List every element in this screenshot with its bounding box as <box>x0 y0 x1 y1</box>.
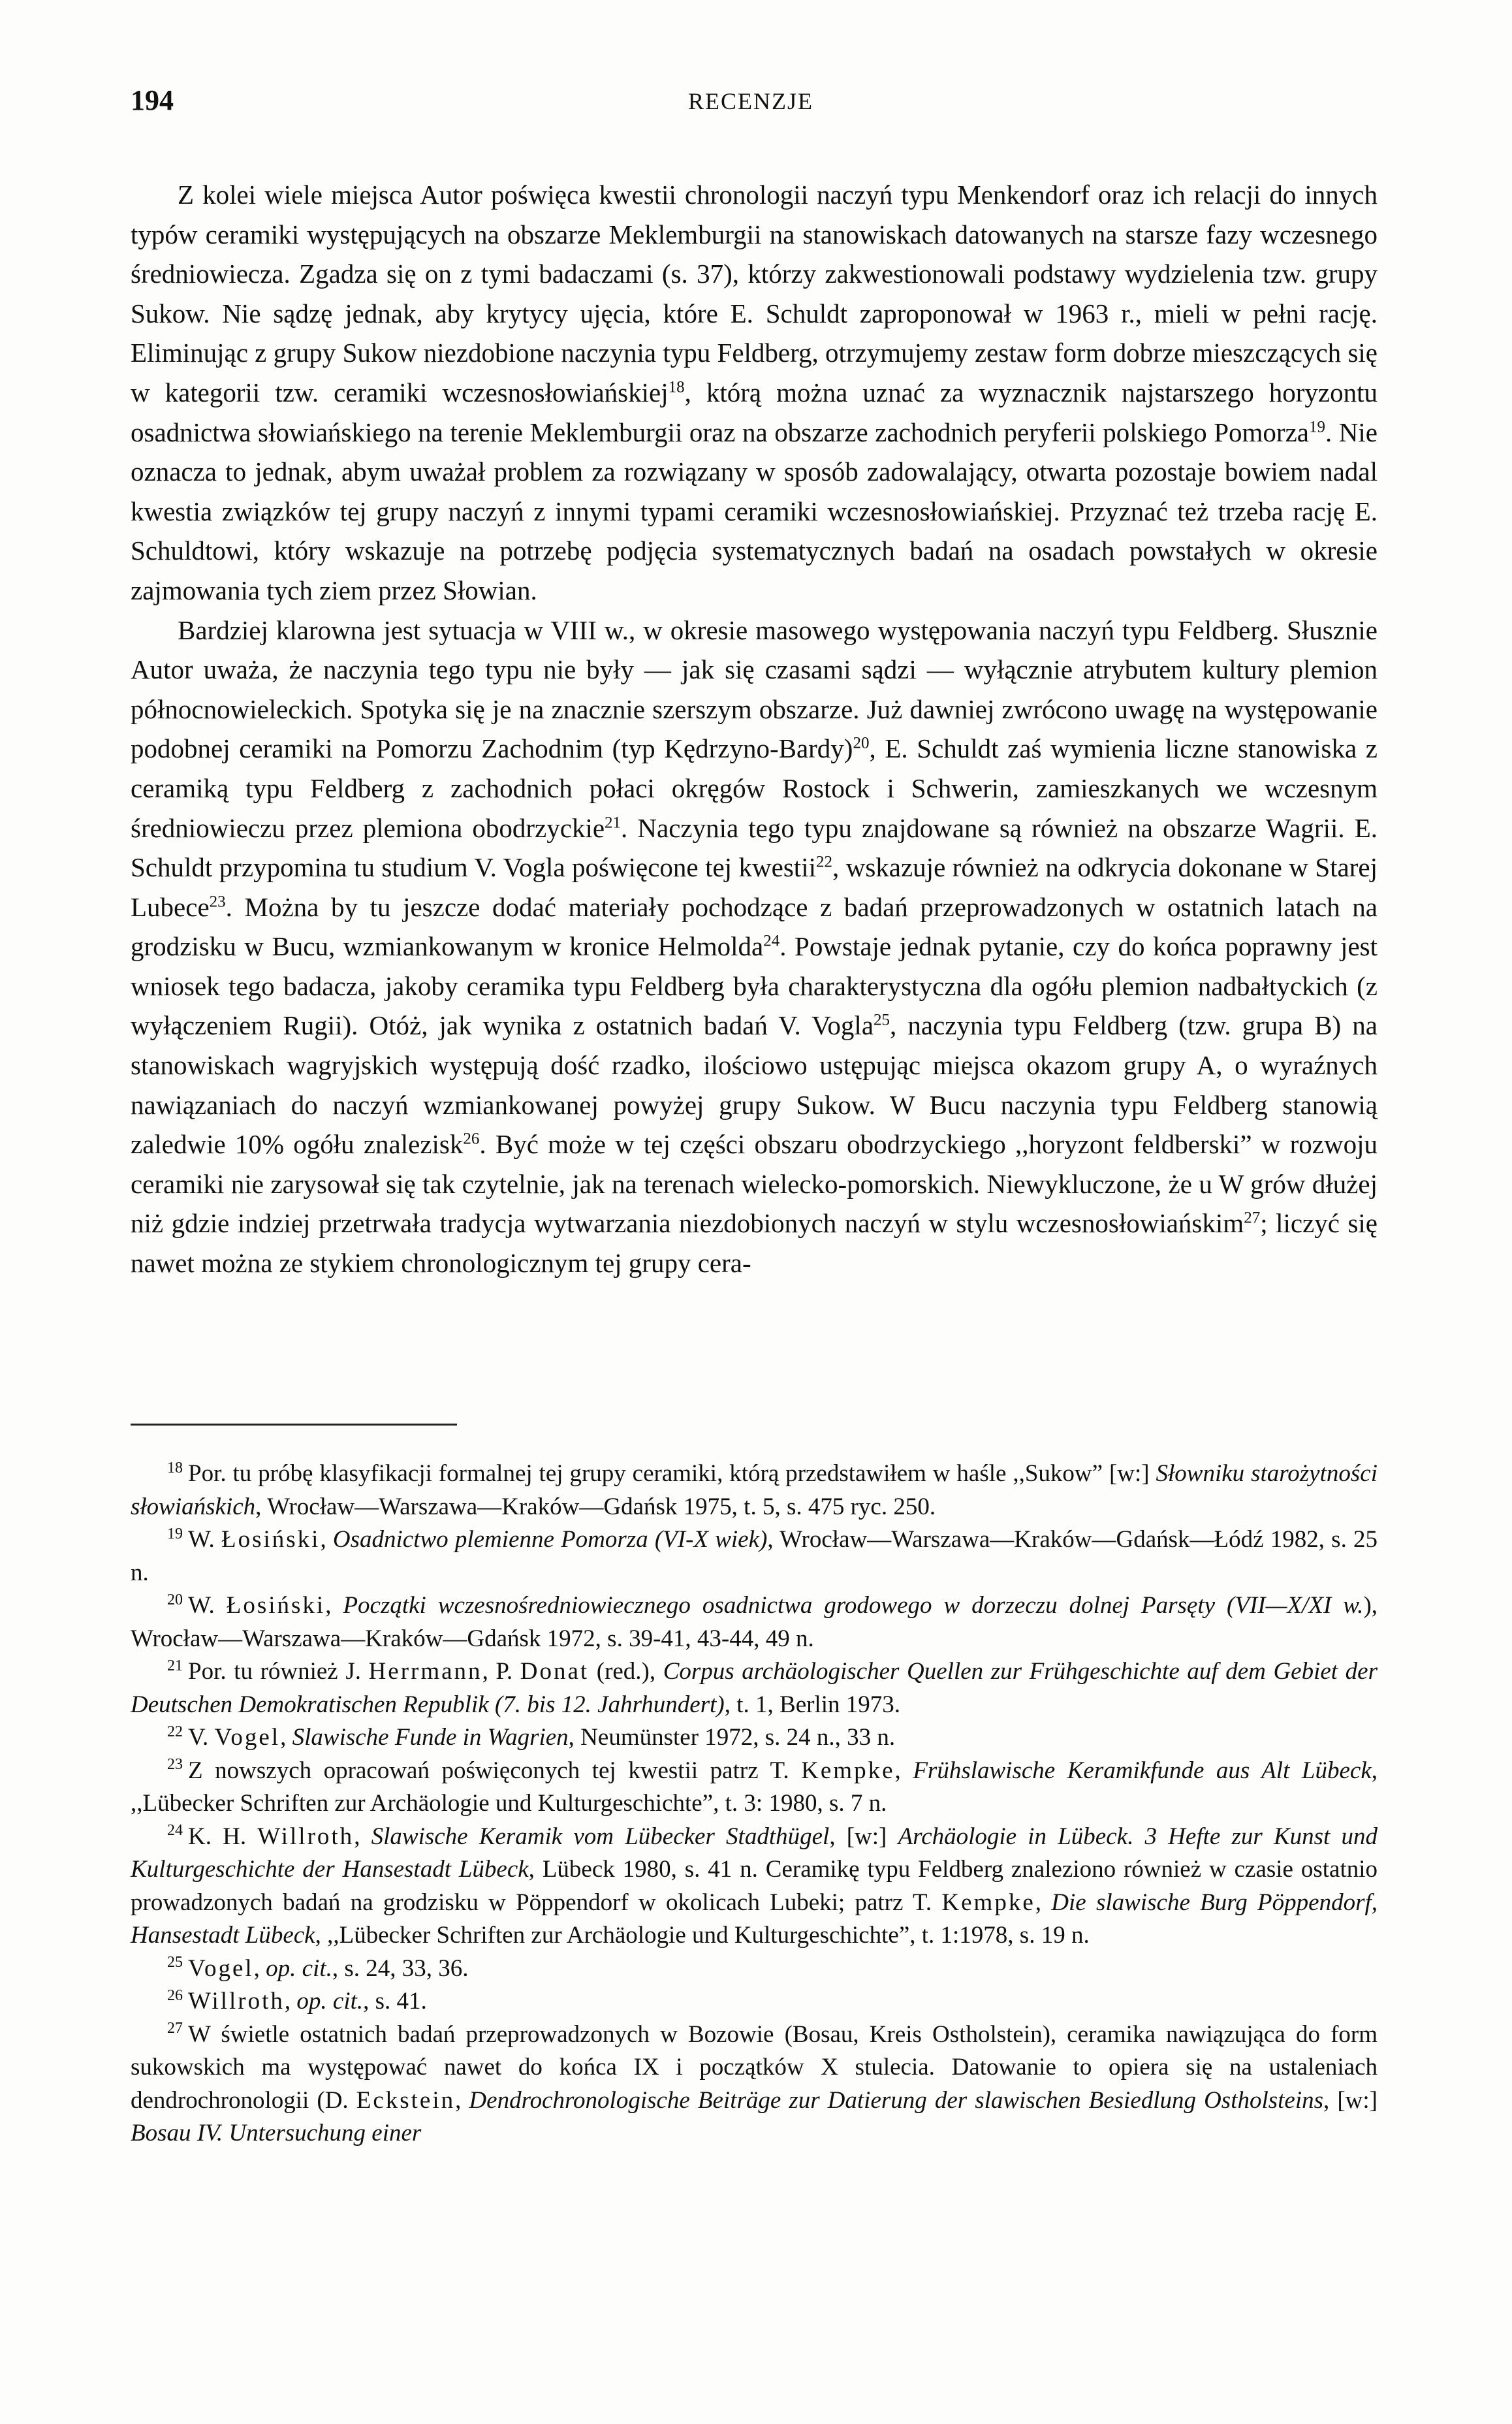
author-name: Eckstein <box>356 2086 456 2114</box>
text-run: , s. 24, 33, 36. <box>332 1954 469 1982</box>
text-run: K. H. <box>188 1823 258 1850</box>
text-run: , wskazuje również na odkrycia dokonane w Starej Lubece <box>131 852 1378 922</box>
footnote <box>131 1589 1378 1655</box>
italic-title: Die slawische Burg Pöppendorf, Hansestadt Lübeck <box>131 1889 1378 1949</box>
italic-title: Archäologie in Lübeck. 3 Hefte zur Kunst und Kulturgeschichte der Hansestadt Lübeck <box>131 1823 1378 1883</box>
footnote-ref: 26 <box>463 1130 480 1148</box>
text-run: V. <box>188 1724 215 1751</box>
author-name: Donat <box>520 1658 590 1685</box>
footnote <box>131 2018 1378 2150</box>
text-run: , Lübeck 1980, s. 41 n. Ceramikę typu Feldberg znaleziono również w czasie ostatnio prowadzonych badań na grodzisku w Pöppendorf w okolicach Lubeki; patrz T. <box>131 1856 1378 1916</box>
text-run: . Można by tu jeszcze dodać materiały pochodzące z badań przeprowadzonych w ostatnich latach na grodzisku w Bucu, wzmiankowanym w kronice Helmolda <box>131 891 1378 962</box>
text-run: , <box>1035 1889 1052 1916</box>
author-name: Kempke <box>941 1889 1035 1916</box>
footnote-number: 26 <box>167 1986 183 2004</box>
author-name: Vogel <box>188 1954 254 1982</box>
text-run: , s. 41. <box>363 1988 427 2015</box>
text-run: , ,,Lübecker Schriften zur Archäologie und Kulturgeschichte”, t. 3: 1980, s. 7 n. <box>131 1757 1378 1817</box>
text-run: , [w:] <box>829 1823 898 1850</box>
body-paragraph <box>131 175 1378 611</box>
italic-title: Corpus archäologischer Quellen zur Frühgeschichte auf dem Gebiet der Deutschen Demokratischen Republik (7. bis 12. Jahrhundert) <box>131 1658 1378 1718</box>
text-run: , <box>894 1757 913 1784</box>
footnote <box>131 1523 1378 1589</box>
footnote-rule <box>131 1424 457 1426</box>
footnote-number: 24 <box>167 1822 183 1840</box>
text-run: (red.), <box>589 1658 663 1685</box>
footnote-number: 19 <box>167 1525 183 1542</box>
author-name: Łosiński <box>221 1526 321 1553</box>
italic-title: Frühslawische Keramikfunde aus Alt Lübeck <box>913 1757 1372 1784</box>
text-run: . Naczynia tego typu znajdowane są również na obszarze Wagrii. E. Schuldt przypomina tu studium V. Vogla poświęcone tej kwestii <box>131 812 1378 883</box>
italic-title: op. cit. <box>296 1988 364 2015</box>
author-name: Herrmann <box>368 1658 482 1685</box>
text-run: W świetle ostatnich badań przeprowadzonych w Bozowie (Bosau, Kreis Ostholstein), ceramika nawiązująca do form sukowskich ma występować nawet do końca IX i początków X stulecia. Datowanie to opiera się na ustaleniach dendrochronologii (D. <box>131 2020 1378 2114</box>
author-name: Kempke <box>801 1757 895 1784</box>
text-run: , P. <box>482 1658 520 1685</box>
footnote <box>131 1458 1378 1523</box>
footnote-ref: 19 <box>1308 417 1325 436</box>
text-run: Por. tu również J. <box>188 1658 369 1685</box>
text-run: Z kolei wiele miejsca Autor poświęca kwestii chronologii naczyń typu Menkendorf oraz ich relacji do innych typów ceramiki występujących na obszarze Meklemburgii na stanowiskach datowanych na starsze fazy wczesnego średniowiecza. Zgadza się on z tymi badaczami (s. 37), którzy zakwestionowali podstawy wydzielenia tzw. grupy Sukow. Nie sądzę jednak, aby krytycy ujęcia, które E. Schuldt zaproponował w 1963 r., mieli w pełni rację. Eliminując z grupy Sukow niezdobione naczynia typu Feldberg, otrzymujemy zestaw form dobrze mieszczących się w kategorii tzw. ceramiki wczesnosłowiańskiej <box>131 180 1378 407</box>
italic-title: Bosau IV. Untersuchung einer <box>131 2120 422 2146</box>
text-run: . Być może w tej części obszaru obodrzyckiego ,,horyzont feldberski” w rozwoju ceramiki nie zarysował się tak czytelnie, jak na terenach wielecko-pomorskich. Niewykluczone, że u W grów dłużej niż gdzie indziej przetrwała tradycja wytwarzania niezdobionych naczyń w stylu wczesnosłowiańskim <box>131 1129 1378 1239</box>
italic-title: Dendrochronologische Beiträge zur Datierung der slawischen Besiedlung Ostholsteins <box>469 2086 1324 2114</box>
footnote-number: 22 <box>167 1723 183 1740</box>
footnote <box>131 1985 1378 2018</box>
author-name: Łosiński <box>226 1592 326 1619</box>
footnote-ref: 22 <box>815 853 832 871</box>
italic-title: Slawische Keramik vom Lübecker Stadthügel <box>371 1823 830 1850</box>
footnote-ref: 18 <box>668 378 685 396</box>
text-run: , naczynia typu Feldberg (tzw. grupa B) na stanowiskach wagryjskich występują dość rzadko, ilościowo ustępując miejsca okazom grupy A, o wyraźnych nawiązaniach do naczyń wzmiankowanej powyżej grupy Sukow. W Bucu naczynia typu Feldberg stanowią zaledwie 10% ogółu znalezisk <box>131 1010 1378 1160</box>
header-title: RECENZJE <box>688 88 813 114</box>
author-name: Vogel <box>214 1724 281 1751</box>
text-run: Bardziej klarowna jest sytuacja w VIII w., w okresie masowego występowania naczyń typu Feldberg. Słusznie Autor uważa, że naczynia tego typu nie były — jak się czasami sądzi — wyłącznie atrybutem kultury plemion północnowieleckich. Spotyka się je na znacznie szerszym obszarze. Już dawniej zwrócono uwagę na występowanie podobnej ceramiki na Pomorzu Zachodnim (typ Kędrzyno-Bardy) <box>131 614 1378 764</box>
text-run: , <box>354 1823 371 1850</box>
text-run: . Powstaje jednak pytanie, czy do końca poprawny jest wniosek tego badacza, jakoby ceramika typu Feldberg była charakterystyczna dla ogółu plemion nadbałtyckich (z wyłączeniem Rugii). Otóż, jak wynika z ostatnich badań V. Vogla <box>131 931 1378 1041</box>
text-run: , <box>253 1954 266 1982</box>
text-run: , ,,Lübecker Schriften zur Archäologie und Kulturgeschichte”, t. 1:1978, s. 19 n. <box>315 1922 1090 1949</box>
footnote <box>131 1821 1378 1953</box>
italic-title: Początki wczesnośredniowiecznego osadnictwa grodowego w dorzeczu dolnej Parsęty (VII—X/XI w. <box>343 1592 1364 1619</box>
footnote-ref: 20 <box>853 734 870 752</box>
text-run: , <box>325 1592 343 1619</box>
text-run: , Wrocław—Warszawa—Kraków—Gdańsk 1975, t. 5, s. 475 ryc. 250. <box>255 1493 936 1520</box>
text-run: , Neumünster 1972, s. 24 n., 33 n. <box>568 1724 896 1751</box>
author-name: Willroth <box>188 1988 285 2015</box>
footnote-ref: 21 <box>605 813 622 831</box>
text-run: Por. tu próbę klasyfikacji formalnej tej grupy ceramiki, którą przedstawiłem w haśle ,,Sukow” [w:] <box>188 1460 1156 1487</box>
footnote-ref: 27 <box>1244 1209 1261 1227</box>
footnote-number: 21 <box>167 1657 183 1674</box>
footnote-ref: 25 <box>874 1011 890 1029</box>
italic-title: op. cit. <box>266 1954 332 1982</box>
text-run: , [w:] <box>1323 2086 1378 2114</box>
text-run: ), Wrocław—Warszawa—Kraków—Gdańsk 1972, s. 39-41, 43-44, 49 n. <box>131 1592 1378 1652</box>
italic-title: Osadnictwo plemienne Pomorza (VI-X wiek) <box>332 1526 768 1553</box>
text-run: , którą można uznać za wyznacznik najstarszego horyzontu osadnictwa słowiańskiego na terenie Meklemburgii oraz na obszarze zachodnich peryferii polskiego Pomorza <box>131 377 1378 447</box>
footnote-number: 20 <box>167 1591 183 1608</box>
italic-title: Slawische Funde in Wagrien <box>292 1724 569 1751</box>
text-run: W. <box>188 1592 227 1619</box>
text-run: , <box>284 1988 297 2015</box>
text-run: Z nowszych opracowań poświęconych tej kwestii patrz T. <box>188 1757 802 1784</box>
italic-title: Słowniku starożytności słowiańskich <box>131 1460 1378 1520</box>
running-head <box>131 84 1371 123</box>
text-run: , <box>320 1526 333 1553</box>
text-run: , E. Schuldt zaś wymienia liczne stanowiska z ceramiką typu Feldberg z zachodnich połaci okręgów Rostock i Schwerin, zamieszkanych we wczesnym średniowieczu przez plemiona obodrzyckie <box>131 733 1378 843</box>
body-text <box>131 175 1378 1283</box>
text-run: , <box>280 1724 292 1751</box>
text-run: , t. 1, Berlin 1973. <box>724 1691 900 1718</box>
body-paragraph <box>131 611 1378 1283</box>
footnote-number: 18 <box>167 1459 183 1476</box>
text-run: W. <box>188 1526 221 1553</box>
footnote-ref: 23 <box>209 893 226 911</box>
text-run: , <box>455 2086 469 2114</box>
footnotes <box>131 1458 1378 2150</box>
footnote-number: 23 <box>167 1756 183 1774</box>
page-number: 194 <box>131 84 174 116</box>
text-run: , Wrocław—Warszawa—Kraków—Gdańsk—Łódź 1982, s. 25 n. <box>131 1526 1378 1586</box>
footnote-number: 27 <box>167 2020 183 2037</box>
footnote-number: 25 <box>167 1954 183 1971</box>
author-name: Willroth <box>257 1823 354 1850</box>
footnote-ref: 24 <box>763 932 780 950</box>
footnote <box>131 1755 1378 1821</box>
footnote <box>131 1953 1378 1986</box>
text-run: . Nie oznacza to jednak, abym uważał problem za rozwiązany w sposób zadowalający, otwarta pozostaje bowiem nadal kwestia związków tej grupy naczyń z innymi typami ceramiki wczesnosłowiańskiej. Przyznać też trzeba rację E. Schuldtowi, który wskazuje na potrzebę podjęcia systematycznych badań na osadach powstałych w okresie zajmowania tych ziem przez Słowian. <box>131 417 1378 605</box>
text-run: ; liczyć się nawet można ze stykiem chronologicznym tej grupy cera- <box>131 1208 1378 1279</box>
footnote <box>131 1721 1378 1755</box>
footnote <box>131 1655 1378 1721</box>
